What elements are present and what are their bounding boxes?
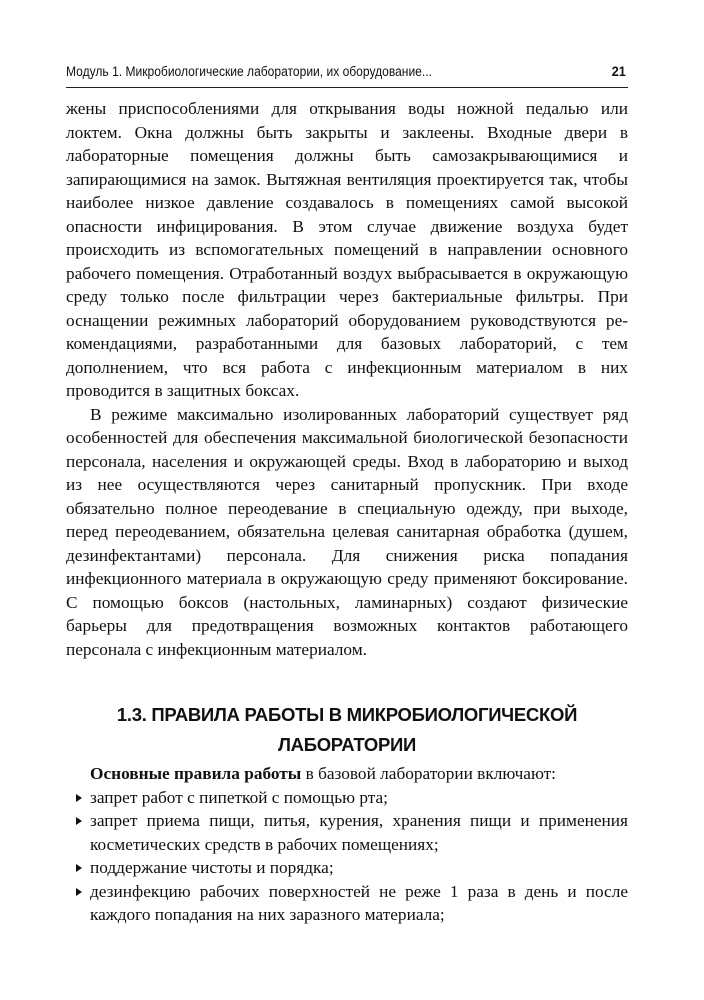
body-text	[66, 97, 628, 661]
rules-intro-rest: в базовой лаборатории включают:	[301, 764, 556, 783]
section-heading-line1: 1.3. ПРАВИЛА РАБОТЫ В МИКРОБИОЛОГИЧЕСКОЙ	[116, 704, 578, 725]
rules-list	[66, 786, 628, 927]
header-rule	[66, 87, 628, 88]
running-header	[66, 62, 626, 84]
section-heading	[66, 700, 628, 760]
list-item-text: запрет работ с пипеткой с помощью рта;	[90, 787, 388, 807]
list-item	[66, 809, 628, 856]
rules-intro-bold: Основные правила работы	[90, 764, 302, 783]
bullet-triangle-icon	[76, 794, 82, 802]
list-item-text: дезинфекцию рабочих поверхностей не реже 1 раза в день и после каждого попадания на них заразного материала;	[90, 881, 628, 924]
list-item	[66, 880, 628, 927]
running-title: Модуль 1. Микробиологические лаборатории, их оборудование...	[66, 64, 432, 79]
section-heading-line2: ЛАБОРАТОРИИ	[277, 734, 417, 755]
paragraph-isolated-labs: В режиме максимально изолированных лабораторий существует ряд особенностей для обеспечения максимальной биологической безопасности персонала, населения и окружающей среды. Вход в лабораторию и выход из нее осуществляются через санитарный пропускник. При входе обязательно полное переодевание в специальную одежду, при выходе, перед переодеванием, обязательна целевая санитарная обработка (душем, дезинфектантами) персонала. Для снижения риска попадания инфекционного материала в окружающую среду применяют боксирование. С помощью боксов (настольных, ламинарных) создают физические барьеры для предотвращения возможных контактов работающего персонала с инфекционным материалом.	[66, 404, 628, 659]
list-item-text: поддержание чистоты и порядка;	[90, 858, 334, 877]
page-number: 21	[611, 63, 626, 79]
rules-block	[66, 762, 628, 927]
rules-intro	[66, 762, 628, 786]
list-item-text: запрет приема пищи, питья, курения, хранения пищи и применения косметических средств в рабочих помещениях;	[90, 811, 628, 854]
bullet-triangle-icon	[76, 888, 82, 896]
list-item	[66, 786, 628, 810]
paragraph-ventilation: жены приспособлениями для открывания воды ножной педалью или локтем. Окна должны быть закрыты и заклеены. Входные двери в лабораторные помещения должны быть самозакрывающимися и запирающимися на замок. Вытяжная вентиляция проектируется так, чтобы наиболее низкое давление создавалось в помещениях самой высокой опасности инфицирования. В этом случае движение воздуха будет происходить из вспомогательных помещений в направлении основного рабочего помещения. Отработанный воздух выбрасывается в окружающую среду только после фильтрации через бактериальные фильтры. При оснащении режимных лабораторий оборудованием руководствуются рекомендациями, разработанными для базовых лабораторий, с тем дополнением, что вся работа с инфекционным материалом в них проводится в защитных боксах.	[66, 99, 628, 400]
bullet-triangle-icon	[76, 864, 82, 872]
bullet-triangle-icon	[76, 817, 82, 825]
list-item	[66, 856, 628, 880]
